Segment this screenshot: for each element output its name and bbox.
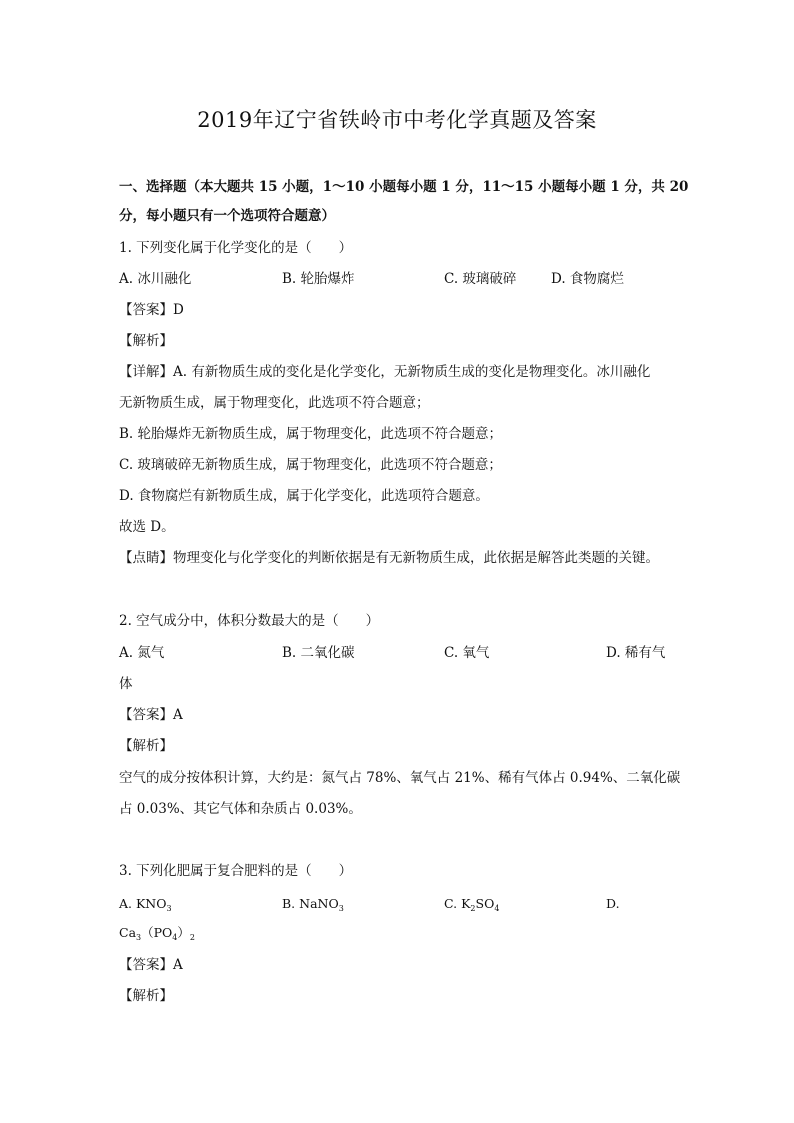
q1-analysis-label: 【解析】 — [119, 333, 173, 349]
q1-answer: 【答案】D — [119, 302, 184, 318]
q3-option-a: A. $KNO_3$ — [119, 896, 172, 913]
q3-option-c: C. $K_2SO_4$ — [444, 896, 500, 913]
q1-choose: 故选 D。 — [119, 519, 175, 535]
q3-option-d-wrap: $Ca_3(PO_4)_2$ — [119, 925, 195, 942]
q2-analysis-label: 【解析】 — [119, 738, 173, 754]
q3-option-d: D. — [606, 896, 620, 911]
q2-option-d: D. 稀有气 — [606, 645, 666, 661]
q1-detail-line-2: 无新物质生成，属于物理变化，此选项不符合题意； — [119, 395, 430, 411]
q3-stem: 3. 下列化肥属于复合肥料的是（ ） — [119, 863, 353, 879]
page-title: 2019年辽宁省铁岭市中考化学真题及答案 — [197, 108, 597, 132]
q2-answer: 【答案】A — [119, 707, 183, 723]
q1-option-a: A. 冰川融化 — [119, 271, 192, 287]
q2-option-a: A. 氮气 — [119, 645, 165, 661]
q1-stem: 1. 下列变化属于化学变化的是（ ） — [119, 240, 353, 256]
q1-detail-b: B. 轮胎爆炸无新物质生成，属于物理变化，此选项不符合题意； — [119, 426, 503, 442]
q2-analysis-line-2: 占 0.03%、其它气体和杂质占 0.03%。 — [119, 801, 362, 817]
q1-option-c: C. 玻璃破碎 — [444, 271, 517, 287]
q1-option-b: B. 轮胎爆炸 — [282, 271, 355, 287]
q2-analysis-line-1: 空气的成分按体积计算，大约是：氮气占 78%、氧气占 21%、稀有气体占 0.94%、二氧化碳 — [119, 770, 681, 786]
q2-option-b: B. 二氧化碳 — [282, 645, 355, 661]
q1-detail-c: C. 玻璃破碎无新物质生成，属于物理变化，此选项不符合题意； — [119, 457, 502, 473]
section-heading-line-2: 分，每小题只有一个选项符合题意） — [119, 208, 335, 224]
q2-option-c: C. 氧气 — [444, 645, 490, 661]
q2-stem: 2. 空气成分中，体积分数最大的是（ ） — [119, 613, 380, 629]
q2-option-d-wrap: 体 — [119, 676, 133, 692]
q3-answer: 【答案】A — [119, 957, 183, 973]
q3-analysis-label: 【解析】 — [119, 988, 173, 1004]
q3-option-b: B. NaNO$_3$ — [282, 896, 344, 913]
q1-detail-line-1: 【详解】A. 有新物质生成的变化是化学变化，无新物质生成的变化是物理变化。冰川融化 — [119, 364, 651, 380]
q1-comment: 【点睛】物理变化与化学变化的判断依据是有无新物质生成，此依据是解答此类题的关键。 — [119, 550, 659, 566]
q1-option-d: D. 食物腐烂 — [551, 271, 624, 287]
q1-detail-d: D. 食物腐烂有新物质生成，属于化学变化，此选项符合题意。 — [119, 488, 489, 504]
section-heading-line-1: 一、选择题（本大题共 15 小题，1～10 小题每小题 1 分，11～15 小题每小题 1 分，共 20 — [119, 179, 689, 195]
